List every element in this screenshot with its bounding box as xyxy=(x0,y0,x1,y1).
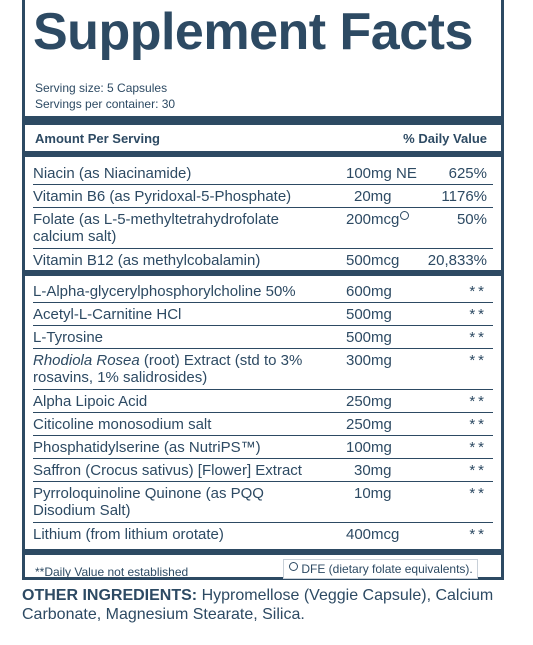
panel-title: Supplement Facts xyxy=(33,3,473,61)
servings-per-container: Servings per container: 30 xyxy=(35,97,176,111)
row-amount xyxy=(346,211,409,228)
row-daily-value: ** xyxy=(469,393,487,410)
row-name: L-Alpha-glycerylphosphorylcholine 50% xyxy=(33,283,296,300)
row-amount: 400mcg xyxy=(346,526,400,543)
row-name-italic: Rhodiola Rosea xyxy=(33,352,140,369)
row-name: Vitamin B12 (as methylcobalamin) xyxy=(33,252,261,269)
row-divider xyxy=(33,325,493,326)
row-daily-value: ** xyxy=(469,526,487,543)
row-amount: 500mg xyxy=(346,306,392,323)
dfe-note-text: DFE (dietary folate equivalents). xyxy=(301,562,473,576)
row-divider xyxy=(33,302,493,303)
row-amount: 20mg xyxy=(354,188,392,205)
row-daily-value: ** xyxy=(469,416,487,433)
row-name-rest: (root) Extract (std to 3% rosavins, 1% salidrosides) xyxy=(33,352,303,386)
thick-divider-header xyxy=(25,151,501,157)
other-ingredients-text: Hypromellose (Veggie Capsule), Calcium Carbonate, Magnesium Stearate, Silica. xyxy=(22,587,494,623)
row-amount: 100mg xyxy=(346,439,392,456)
row-amount: 250mg xyxy=(346,393,392,410)
supplement-facts-panel xyxy=(22,0,504,580)
row-amount: 600mg xyxy=(346,283,392,300)
dfe-note xyxy=(283,559,478,579)
row-divider xyxy=(33,184,493,185)
row-daily-value: ** xyxy=(469,462,487,479)
dfe-circle-icon xyxy=(289,562,298,571)
row-name: Citicoline monosodium salt xyxy=(33,416,212,433)
row-amount: 300mg xyxy=(346,352,392,369)
row-name: Phosphatidylserine (as NutriPS™) xyxy=(33,439,261,456)
row-name: Vitamin B6 (as Pyridoxal-5-Phosphate) xyxy=(33,188,292,205)
row-daily-value: ** xyxy=(469,329,487,346)
row-name: Alpha Lipoic Acid xyxy=(33,393,148,410)
serving-size: Serving size: 5 Capsules xyxy=(35,81,168,95)
row-amount-text: 200mcg xyxy=(346,211,400,228)
row-name: L-Tyrosine xyxy=(33,329,104,346)
row-daily-value: 50% xyxy=(456,211,487,228)
daily-value-footnote: **Daily Value not established xyxy=(35,565,189,579)
row-name: Folate (as L-5-methyltetrahydrofolate calcium salt) xyxy=(33,211,279,245)
row-divider xyxy=(33,412,493,413)
row-name: Acetyl-L-Carnitine HCl xyxy=(33,306,182,323)
row-divider xyxy=(33,207,493,208)
row-name: Pyrroloquinoline Quinone (as PQQ Disodium Salt) xyxy=(33,485,264,519)
row-daily-value: 625% xyxy=(448,165,487,182)
row-daily-value: ** xyxy=(469,283,487,300)
row-amount: 500mg xyxy=(346,329,392,346)
row-daily-value: ** xyxy=(469,306,487,323)
row-amount: 30mg xyxy=(354,462,392,479)
row-daily-value: ** xyxy=(469,352,487,369)
row-divider xyxy=(33,248,493,249)
dfe-circle-icon xyxy=(400,211,409,220)
thick-divider-middle xyxy=(25,270,501,276)
row-daily-value: 20,833% xyxy=(427,252,487,269)
row-divider xyxy=(33,435,493,436)
other-ingredients-label: OTHER INGREDIENTS: xyxy=(22,587,198,604)
row-divider xyxy=(33,389,493,390)
row-name: Saffron (Crocus sativus) [Flower] Extract xyxy=(33,462,302,479)
row-amount: 250mg xyxy=(346,416,392,433)
row-name xyxy=(33,352,302,386)
row-divider xyxy=(33,481,493,482)
row-divider xyxy=(33,522,493,523)
row-name: Niacin (as Niacinamide) xyxy=(33,165,192,182)
row-daily-value: ** xyxy=(469,439,487,456)
thick-divider-top xyxy=(25,116,501,125)
row-name: Lithium (from lithium orotate) xyxy=(33,526,224,543)
row-daily-value: 1176% xyxy=(441,188,487,205)
row-divider xyxy=(33,458,493,459)
row-daily-value: ** xyxy=(469,485,487,502)
thick-divider-bottom xyxy=(25,549,501,555)
row-amount: 100mg NE xyxy=(346,165,417,182)
daily-value-header: % Daily Value xyxy=(403,131,487,146)
other-ingredients xyxy=(22,586,502,624)
row-amount: 500mcg xyxy=(346,252,400,269)
amount-per-serving-header: Amount Per Serving xyxy=(35,131,160,146)
row-amount: 10mg xyxy=(354,485,392,502)
row-divider xyxy=(33,348,493,349)
